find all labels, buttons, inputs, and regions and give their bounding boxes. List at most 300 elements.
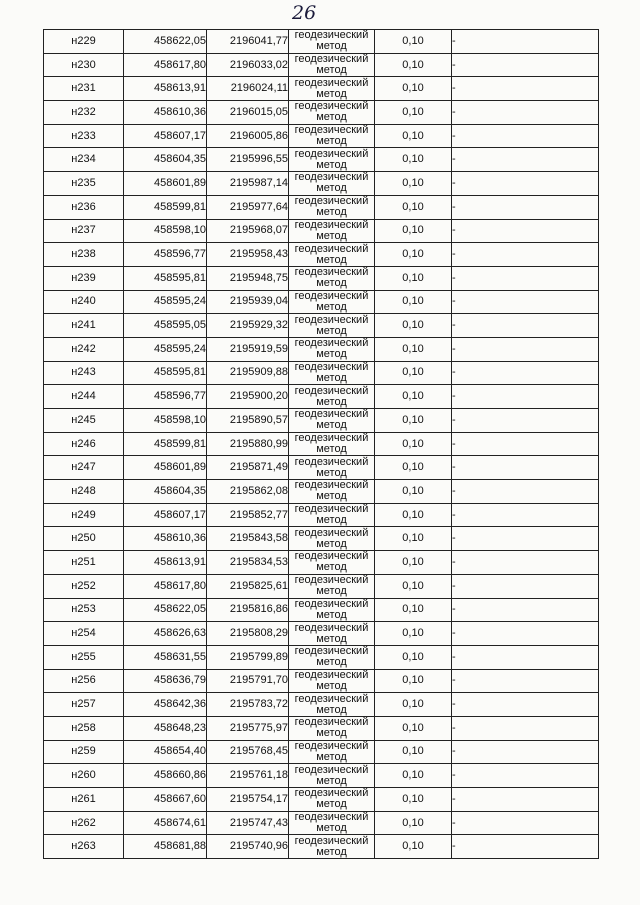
method-line-2: метод bbox=[316, 561, 347, 574]
method-cell bbox=[289, 172, 375, 196]
point-cell: н261 bbox=[44, 788, 124, 812]
accuracy-cell: 0,10 bbox=[375, 716, 452, 740]
y-coordinate-cell: 2195843,58 bbox=[207, 527, 289, 551]
table-row bbox=[44, 598, 599, 622]
method-line-2: метод bbox=[316, 182, 347, 195]
method-line-1: геодезический bbox=[294, 598, 369, 610]
point-cell: н240 bbox=[44, 290, 124, 314]
note-cell: - bbox=[452, 503, 599, 527]
table-row bbox=[44, 574, 599, 598]
x-coordinate-cell: 458654,40 bbox=[124, 740, 207, 764]
note-cell: - bbox=[452, 30, 599, 54]
note-cell: - bbox=[452, 148, 599, 172]
method-line-1: геодезический bbox=[294, 574, 369, 587]
note-cell: - bbox=[452, 716, 599, 740]
method-line-1: геодезический bbox=[294, 171, 369, 184]
x-coordinate-cell: 458601,89 bbox=[124, 172, 207, 196]
method-line-2: метод bbox=[316, 419, 347, 432]
accuracy-cell: 0,10 bbox=[375, 172, 452, 196]
x-coordinate-cell: 458598,10 bbox=[124, 219, 207, 243]
y-coordinate-cell: 2195808,29 bbox=[207, 622, 289, 646]
method-line-2: метод bbox=[316, 135, 347, 148]
method-line-1: геодезический bbox=[294, 432, 369, 445]
method-line-2: метод bbox=[316, 395, 347, 408]
coordinates-table bbox=[43, 29, 599, 859]
method-line-2: метод bbox=[316, 253, 347, 266]
method-line-2: метод bbox=[316, 608, 347, 621]
accuracy-cell: 0,10 bbox=[375, 148, 452, 172]
method-line-1: геодезический bbox=[294, 337, 369, 350]
method-line-2: метод bbox=[316, 537, 347, 550]
x-coordinate-cell: 458598,10 bbox=[124, 409, 207, 433]
method-line-2: метод bbox=[316, 371, 347, 384]
table-row bbox=[44, 740, 599, 764]
method-cell bbox=[289, 669, 375, 693]
x-coordinate-cell: 458626,63 bbox=[124, 622, 207, 646]
x-coordinate-cell: 458595,81 bbox=[124, 361, 207, 385]
method-line-1: геодезический bbox=[294, 811, 369, 824]
point-cell: н250 bbox=[44, 527, 124, 551]
y-coordinate-cell: 2195900,20 bbox=[207, 385, 289, 409]
point-cell: н233 bbox=[44, 124, 124, 148]
method-line-2: метод bbox=[316, 87, 347, 100]
table-row bbox=[44, 266, 599, 290]
note-cell: - bbox=[452, 788, 599, 812]
y-coordinate-cell: 2195761,18 bbox=[207, 764, 289, 788]
method-cell bbox=[289, 764, 375, 788]
y-coordinate-cell: 2195747,43 bbox=[207, 811, 289, 835]
note-cell: - bbox=[452, 622, 599, 646]
method-cell bbox=[289, 811, 375, 835]
point-cell: н236 bbox=[44, 195, 124, 219]
point-cell: н258 bbox=[44, 716, 124, 740]
method-cell bbox=[289, 503, 375, 527]
table-row bbox=[44, 101, 599, 125]
table-row bbox=[44, 622, 599, 646]
x-coordinate-cell: 458599,81 bbox=[124, 195, 207, 219]
method-line-1: геодезический bbox=[294, 219, 369, 231]
note-cell: - bbox=[452, 337, 599, 361]
x-coordinate-cell: 458622,05 bbox=[124, 598, 207, 622]
method-line-1: геодезический bbox=[294, 76, 369, 89]
accuracy-cell: 0,10 bbox=[375, 337, 452, 361]
x-coordinate-cell: 458607,17 bbox=[124, 503, 207, 527]
method-line-1: геодезический bbox=[294, 479, 369, 492]
y-coordinate-cell: 2195939,04 bbox=[207, 290, 289, 314]
method-cell bbox=[289, 551, 375, 575]
x-coordinate-cell: 458604,35 bbox=[124, 480, 207, 504]
table-row bbox=[44, 195, 599, 219]
table-row bbox=[44, 764, 599, 788]
method-line-1: геодезический bbox=[294, 763, 369, 776]
accuracy-cell: 0,10 bbox=[375, 645, 452, 669]
method-cell bbox=[289, 409, 375, 433]
table-row bbox=[44, 503, 599, 527]
method-line-1: геодезический bbox=[294, 834, 369, 847]
method-line-1: геодезический bbox=[294, 242, 369, 255]
method-cell bbox=[289, 645, 375, 669]
method-cell bbox=[289, 30, 375, 54]
method-line-1: геодезический bbox=[294, 716, 369, 729]
x-coordinate-cell: 458667,60 bbox=[124, 788, 207, 812]
method-line-1: геодезический bbox=[294, 621, 369, 634]
method-cell bbox=[289, 716, 375, 740]
x-coordinate-cell: 458636,79 bbox=[124, 669, 207, 693]
point-cell: н259 bbox=[44, 740, 124, 764]
y-coordinate-cell: 2195852,77 bbox=[207, 503, 289, 527]
table-row bbox=[44, 811, 599, 835]
method-line-1: геодезический bbox=[294, 526, 369, 539]
x-coordinate-cell: 458596,77 bbox=[124, 243, 207, 267]
x-coordinate-cell: 458595,81 bbox=[124, 266, 207, 290]
accuracy-cell: 0,10 bbox=[375, 740, 452, 764]
point-cell: н230 bbox=[44, 53, 124, 77]
method-cell bbox=[289, 337, 375, 361]
x-coordinate-cell: 458617,80 bbox=[124, 574, 207, 598]
accuracy-cell: 0,10 bbox=[375, 290, 452, 314]
y-coordinate-cell: 2195871,49 bbox=[207, 456, 289, 480]
table-row bbox=[44, 243, 599, 267]
y-coordinate-cell: 2195775,97 bbox=[207, 716, 289, 740]
method-cell bbox=[289, 124, 375, 148]
table-row bbox=[44, 361, 599, 385]
method-line-2: метод bbox=[316, 514, 347, 527]
accuracy-cell: 0,10 bbox=[375, 480, 452, 504]
y-coordinate-cell: 2195862,08 bbox=[207, 480, 289, 504]
point-cell: н232 bbox=[44, 101, 124, 125]
y-coordinate-cell: 2196033,02 bbox=[207, 53, 289, 77]
method-line-1: геодезический bbox=[294, 266, 369, 279]
accuracy-cell: 0,10 bbox=[375, 243, 452, 267]
point-cell: н262 bbox=[44, 811, 124, 835]
accuracy-cell: 0,10 bbox=[375, 669, 452, 693]
y-coordinate-cell: 2196041,77 bbox=[207, 30, 289, 54]
method-line-2: метод bbox=[316, 632, 347, 645]
method-line-1: геодезический bbox=[294, 669, 369, 681]
method-cell bbox=[289, 266, 375, 290]
table-row bbox=[44, 551, 599, 575]
method-line-1: геодезический bbox=[294, 692, 369, 705]
method-line-1: геодезический bbox=[294, 124, 369, 137]
table-row bbox=[44, 77, 599, 101]
table-row bbox=[44, 53, 599, 77]
table-row bbox=[44, 432, 599, 456]
point-cell: н241 bbox=[44, 314, 124, 338]
y-coordinate-cell: 2196005,86 bbox=[207, 124, 289, 148]
method-line-2: метод bbox=[316, 774, 347, 787]
note-cell: - bbox=[452, 764, 599, 788]
x-coordinate-cell: 458610,36 bbox=[124, 101, 207, 125]
note-cell: - bbox=[452, 266, 599, 290]
method-cell bbox=[289, 101, 375, 125]
y-coordinate-cell: 2195919,59 bbox=[207, 337, 289, 361]
accuracy-cell: 0,10 bbox=[375, 788, 452, 812]
note-cell: - bbox=[452, 195, 599, 219]
table-row bbox=[44, 124, 599, 148]
point-cell: н249 bbox=[44, 503, 124, 527]
note-cell: - bbox=[452, 314, 599, 338]
accuracy-cell: 0,10 bbox=[375, 598, 452, 622]
point-cell: н247 bbox=[44, 456, 124, 480]
method-line-2: метод bbox=[316, 679, 347, 692]
point-cell: н229 bbox=[44, 30, 124, 54]
table-row bbox=[44, 693, 599, 717]
accuracy-cell: 0,10 bbox=[375, 551, 452, 575]
y-coordinate-cell: 2195977,64 bbox=[207, 195, 289, 219]
point-cell: н260 bbox=[44, 764, 124, 788]
method-cell bbox=[289, 740, 375, 764]
note-cell: - bbox=[452, 551, 599, 575]
point-cell: н254 bbox=[44, 622, 124, 646]
method-line-2: метод bbox=[316, 277, 347, 290]
y-coordinate-cell: 2195909,88 bbox=[207, 361, 289, 385]
note-cell: - bbox=[452, 835, 599, 859]
accuracy-cell: 0,10 bbox=[375, 385, 452, 409]
accuracy-cell: 0,10 bbox=[375, 409, 452, 433]
x-coordinate-cell: 458631,55 bbox=[124, 645, 207, 669]
method-line-1: геодезический bbox=[294, 503, 369, 516]
method-line-2: метод bbox=[316, 300, 347, 313]
y-coordinate-cell: 2195958,43 bbox=[207, 243, 289, 267]
x-coordinate-cell: 458596,77 bbox=[124, 385, 207, 409]
y-coordinate-cell: 2195740,96 bbox=[207, 835, 289, 859]
method-line-1: геодезический bbox=[294, 53, 369, 66]
table-row bbox=[44, 456, 599, 480]
method-line-1: геодезический bbox=[294, 29, 369, 42]
y-coordinate-cell: 2195754,17 bbox=[207, 788, 289, 812]
method-line-1: геодезический bbox=[294, 100, 369, 113]
method-line-2: метод bbox=[316, 64, 347, 77]
point-cell: н257 bbox=[44, 693, 124, 717]
x-coordinate-cell: 458595,24 bbox=[124, 337, 207, 361]
point-cell: н237 bbox=[44, 219, 124, 243]
method-cell bbox=[289, 195, 375, 219]
accuracy-cell: 0,10 bbox=[375, 266, 452, 290]
x-coordinate-cell: 458617,80 bbox=[124, 53, 207, 77]
accuracy-cell: 0,10 bbox=[375, 195, 452, 219]
method-line-2: метод bbox=[316, 656, 347, 669]
x-coordinate-cell: 458599,81 bbox=[124, 432, 207, 456]
method-line-2: метод bbox=[316, 585, 347, 598]
y-coordinate-cell: 2196024,11 bbox=[207, 77, 289, 101]
point-cell: н256 bbox=[44, 669, 124, 693]
note-cell: - bbox=[452, 669, 599, 693]
note-cell: - bbox=[452, 361, 599, 385]
table-row bbox=[44, 337, 599, 361]
table-body bbox=[44, 30, 599, 859]
method-cell bbox=[289, 385, 375, 409]
table-row bbox=[44, 527, 599, 551]
method-line-2: метод bbox=[316, 703, 347, 716]
note-cell: - bbox=[452, 645, 599, 669]
method-cell bbox=[289, 432, 375, 456]
y-coordinate-cell: 2195996,55 bbox=[207, 148, 289, 172]
y-coordinate-cell: 2195929,32 bbox=[207, 314, 289, 338]
accuracy-cell: 0,10 bbox=[375, 574, 452, 598]
method-cell bbox=[289, 314, 375, 338]
note-cell: - bbox=[452, 172, 599, 196]
method-line-2: метод bbox=[316, 466, 347, 479]
note-cell: - bbox=[452, 77, 599, 101]
table-row bbox=[44, 669, 599, 693]
method-cell bbox=[289, 290, 375, 314]
method-cell bbox=[289, 527, 375, 551]
y-coordinate-cell: 2195799,89 bbox=[207, 645, 289, 669]
note-cell: - bbox=[452, 740, 599, 764]
accuracy-cell: 0,10 bbox=[375, 361, 452, 385]
y-coordinate-cell: 2195834,53 bbox=[207, 551, 289, 575]
method-line-2: метод bbox=[316, 324, 347, 337]
x-coordinate-cell: 458648,23 bbox=[124, 716, 207, 740]
table-row bbox=[44, 480, 599, 504]
point-cell: н234 bbox=[44, 148, 124, 172]
method-cell bbox=[289, 77, 375, 101]
point-cell: н231 bbox=[44, 77, 124, 101]
method-cell bbox=[289, 835, 375, 859]
method-cell bbox=[289, 219, 375, 243]
method-line-2: метод bbox=[316, 443, 347, 456]
method-line-2: метод bbox=[316, 490, 347, 503]
y-coordinate-cell: 2195948,75 bbox=[207, 266, 289, 290]
table-row bbox=[44, 788, 599, 812]
method-line-1: геодезический bbox=[294, 361, 369, 373]
note-cell: - bbox=[452, 527, 599, 551]
accuracy-cell: 0,10 bbox=[375, 764, 452, 788]
method-line-1: геодезический bbox=[294, 384, 369, 397]
y-coordinate-cell: 2195816,86 bbox=[207, 598, 289, 622]
method-line-1: геодезический bbox=[294, 455, 369, 468]
table-row bbox=[44, 290, 599, 314]
point-cell: н242 bbox=[44, 337, 124, 361]
method-line-1: геодезический bbox=[294, 740, 369, 752]
note-cell: - bbox=[452, 693, 599, 717]
method-line-2: метод bbox=[316, 798, 347, 811]
point-cell: н235 bbox=[44, 172, 124, 196]
method-line-2: метод bbox=[316, 111, 347, 124]
method-line-1: геодезический bbox=[294, 550, 369, 563]
method-line-1: геодезический bbox=[294, 408, 369, 421]
method-line-2: метод bbox=[316, 229, 347, 242]
method-cell bbox=[289, 598, 375, 622]
table-row bbox=[44, 219, 599, 243]
method-line-1: геодезический bbox=[294, 787, 369, 800]
note-cell: - bbox=[452, 101, 599, 125]
x-coordinate-cell: 458601,89 bbox=[124, 456, 207, 480]
y-coordinate-cell: 2196015,05 bbox=[207, 101, 289, 125]
x-coordinate-cell: 458642,36 bbox=[124, 693, 207, 717]
note-cell: - bbox=[452, 219, 599, 243]
method-line-1: геодезический bbox=[294, 290, 369, 302]
table-row bbox=[44, 314, 599, 338]
point-cell: н245 bbox=[44, 409, 124, 433]
accuracy-cell: 0,10 bbox=[375, 77, 452, 101]
x-coordinate-cell: 458604,35 bbox=[124, 148, 207, 172]
method-cell bbox=[289, 574, 375, 598]
accuracy-cell: 0,10 bbox=[375, 835, 452, 859]
point-cell: н238 bbox=[44, 243, 124, 267]
accuracy-cell: 0,10 bbox=[375, 811, 452, 835]
table-row bbox=[44, 645, 599, 669]
note-cell: - bbox=[452, 290, 599, 314]
method-cell bbox=[289, 693, 375, 717]
x-coordinate-cell: 458622,05 bbox=[124, 30, 207, 54]
accuracy-cell: 0,10 bbox=[375, 432, 452, 456]
accuracy-cell: 0,10 bbox=[375, 219, 452, 243]
y-coordinate-cell: 2195825,61 bbox=[207, 574, 289, 598]
x-coordinate-cell: 458681,88 bbox=[124, 835, 207, 859]
y-coordinate-cell: 2195768,45 bbox=[207, 740, 289, 764]
x-coordinate-cell: 458610,36 bbox=[124, 527, 207, 551]
point-cell: н253 bbox=[44, 598, 124, 622]
y-coordinate-cell: 2195968,07 bbox=[207, 219, 289, 243]
x-coordinate-cell: 458613,91 bbox=[124, 77, 207, 101]
method-line-2: метод bbox=[316, 158, 347, 171]
method-cell bbox=[289, 788, 375, 812]
note-cell: - bbox=[452, 574, 599, 598]
method-line-2: метод bbox=[316, 40, 347, 53]
method-line-2: метод bbox=[316, 206, 347, 219]
table-row bbox=[44, 172, 599, 196]
x-coordinate-cell: 458595,05 bbox=[124, 314, 207, 338]
method-line-1: геодезический bbox=[294, 195, 369, 208]
method-line-1: геодезический bbox=[294, 645, 369, 658]
accuracy-cell: 0,10 bbox=[375, 53, 452, 77]
table-row bbox=[44, 148, 599, 172]
accuracy-cell: 0,10 bbox=[375, 456, 452, 480]
method-line-2: метод bbox=[316, 845, 347, 858]
accuracy-cell: 0,10 bbox=[375, 503, 452, 527]
accuracy-cell: 0,10 bbox=[375, 693, 452, 717]
point-cell: н246 bbox=[44, 432, 124, 456]
y-coordinate-cell: 2195890,57 bbox=[207, 409, 289, 433]
accuracy-cell: 0,10 bbox=[375, 622, 452, 646]
method-line-2: метод bbox=[316, 750, 347, 763]
accuracy-cell: 0,10 bbox=[375, 314, 452, 338]
x-coordinate-cell: 458607,17 bbox=[124, 124, 207, 148]
method-cell bbox=[289, 361, 375, 385]
note-cell: - bbox=[452, 385, 599, 409]
method-cell bbox=[289, 243, 375, 267]
note-cell: - bbox=[452, 53, 599, 77]
method-cell bbox=[289, 456, 375, 480]
method-line-2: метод bbox=[316, 348, 347, 361]
note-cell: - bbox=[452, 598, 599, 622]
accuracy-cell: 0,10 bbox=[375, 527, 452, 551]
x-coordinate-cell: 458595,24 bbox=[124, 290, 207, 314]
point-cell: н251 bbox=[44, 551, 124, 575]
table-row bbox=[44, 835, 599, 859]
note-cell: - bbox=[452, 480, 599, 504]
point-cell: н248 bbox=[44, 480, 124, 504]
note-cell: - bbox=[452, 456, 599, 480]
page-number: 26 bbox=[292, 2, 317, 24]
accuracy-cell: 0,10 bbox=[375, 30, 452, 54]
note-cell: - bbox=[452, 409, 599, 433]
method-line-1: геодезический bbox=[294, 313, 369, 326]
method-line-1: геодезический bbox=[294, 147, 369, 160]
x-coordinate-cell: 458674,61 bbox=[124, 811, 207, 835]
method-cell bbox=[289, 622, 375, 646]
x-coordinate-cell: 458613,91 bbox=[124, 551, 207, 575]
note-cell: - bbox=[452, 124, 599, 148]
note-cell: - bbox=[452, 432, 599, 456]
accuracy-cell: 0,10 bbox=[375, 124, 452, 148]
y-coordinate-cell: 2195987,14 bbox=[207, 172, 289, 196]
x-coordinate-cell: 458660,86 bbox=[124, 764, 207, 788]
method-line-2: метод bbox=[316, 727, 347, 740]
method-line-2: метод bbox=[316, 822, 347, 835]
accuracy-cell: 0,10 bbox=[375, 101, 452, 125]
